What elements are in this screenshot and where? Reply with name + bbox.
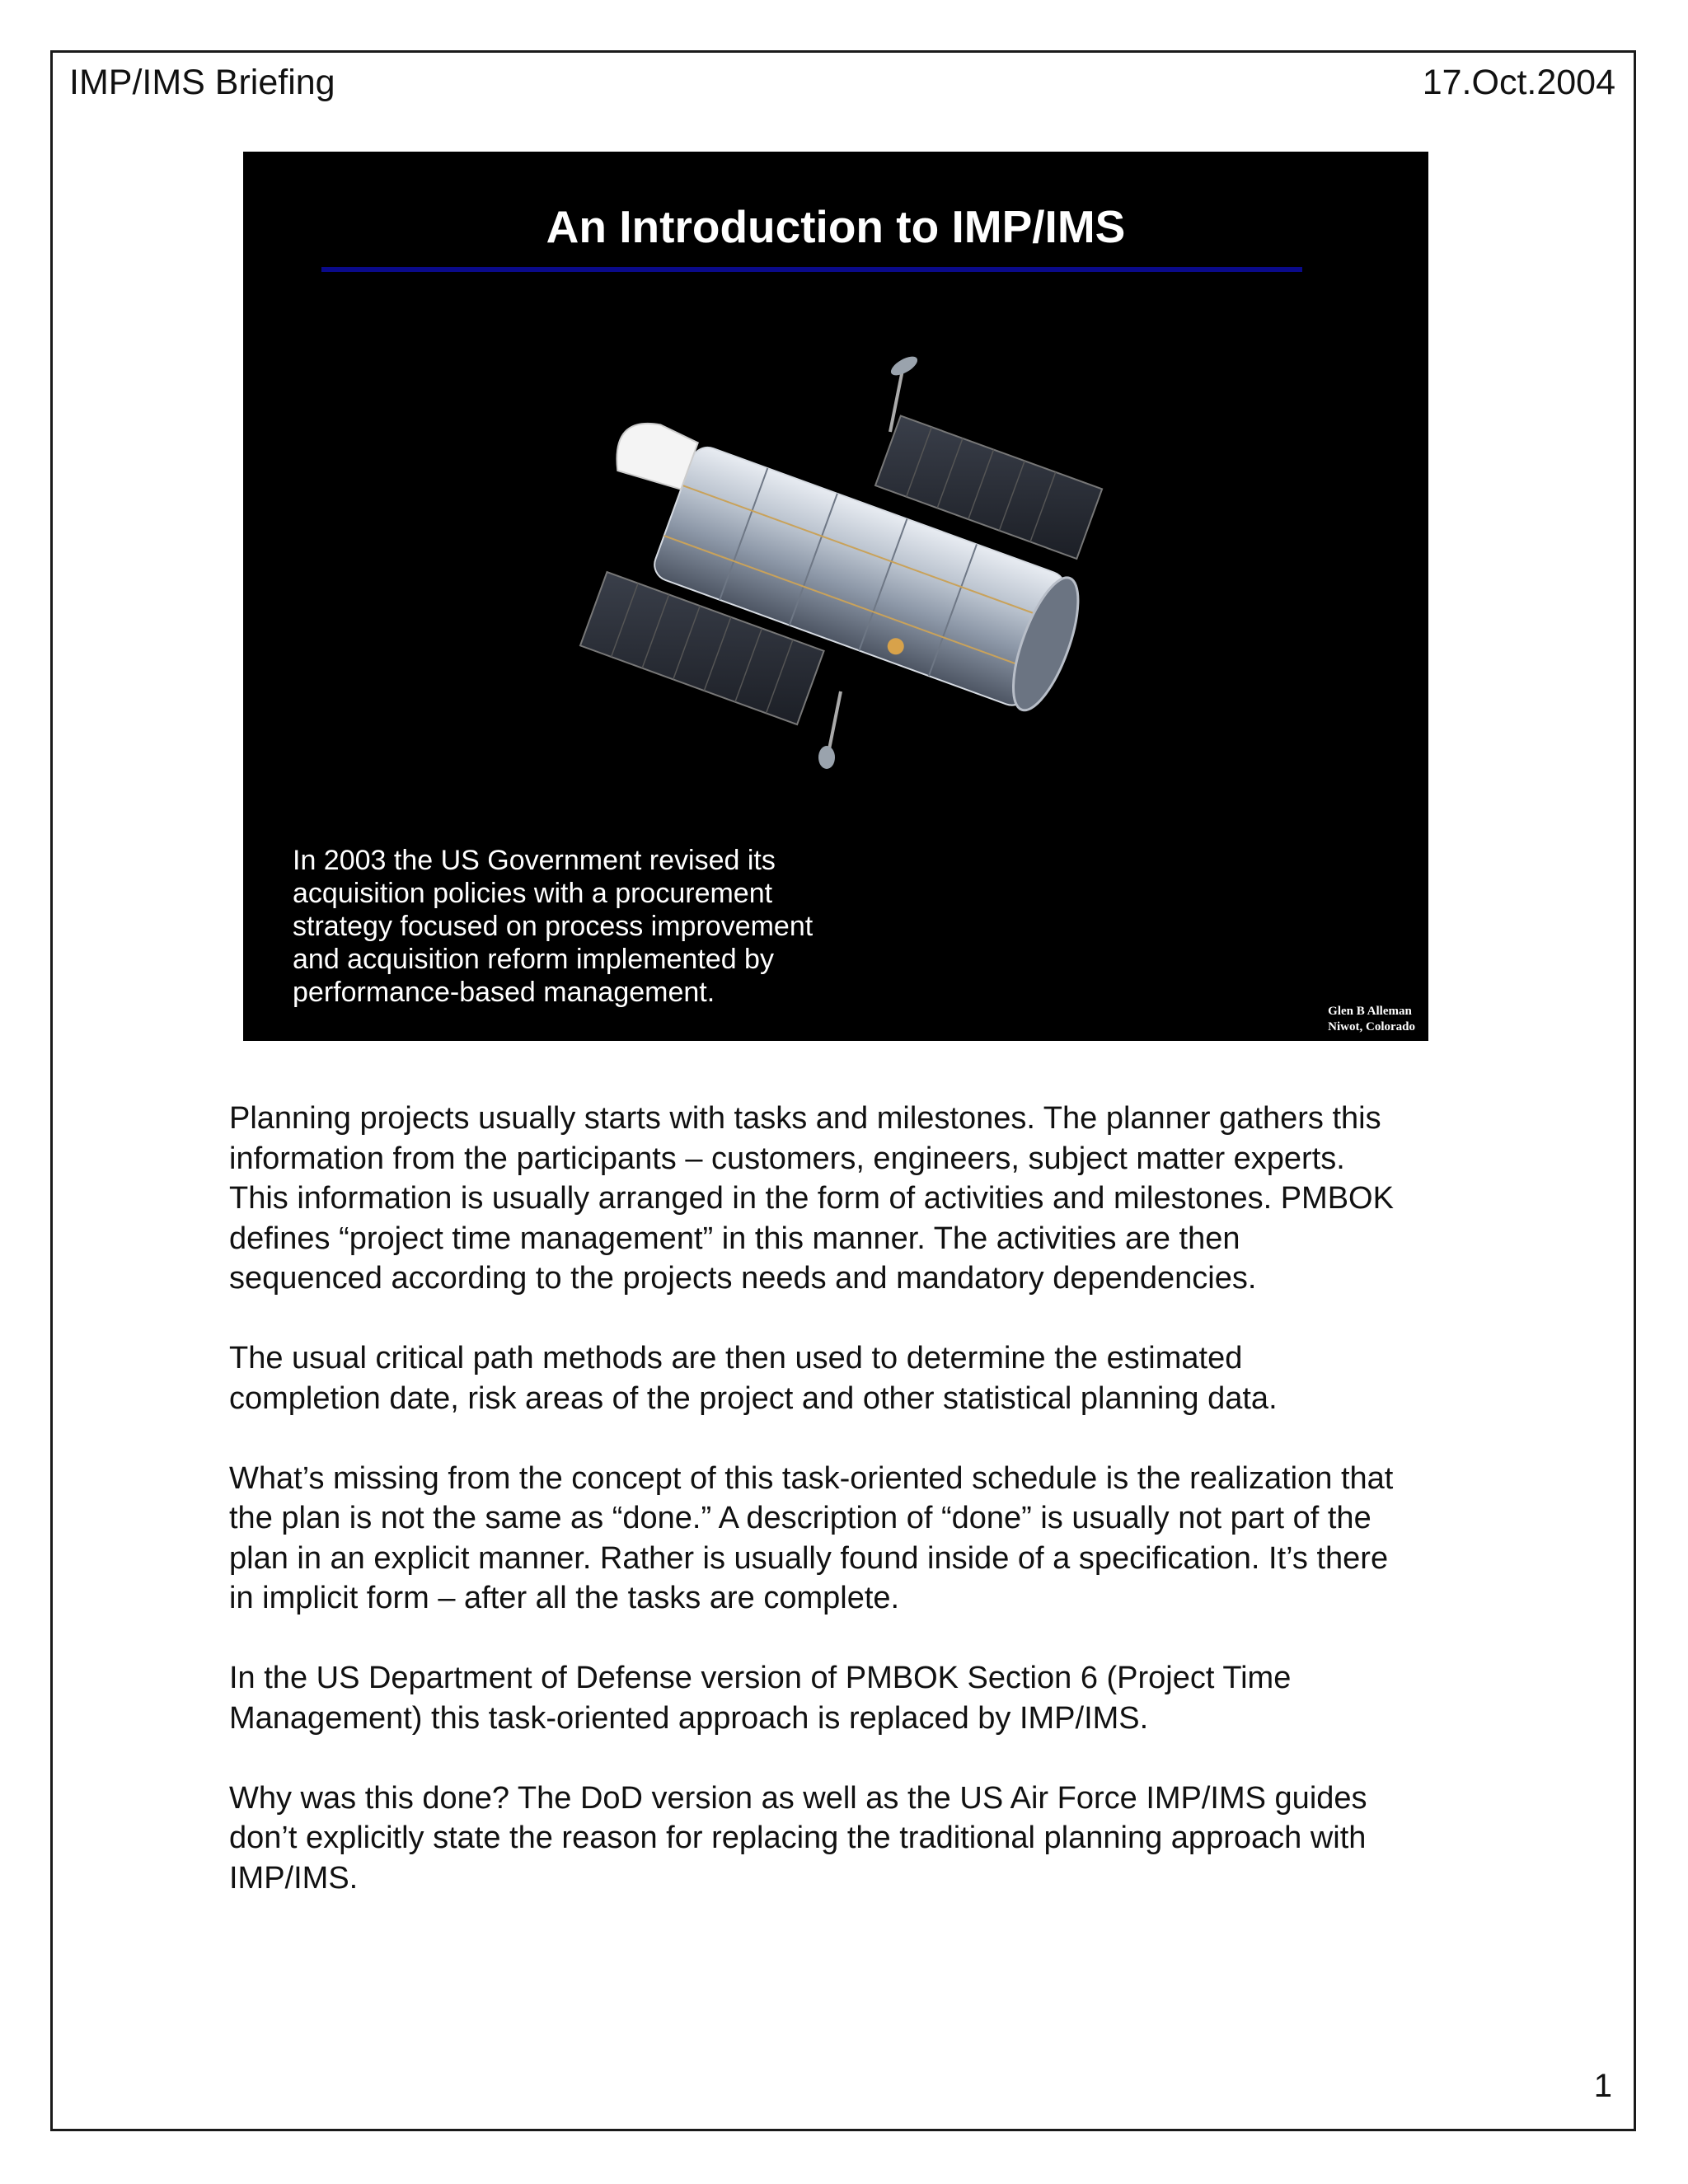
slide-title: An Introduction to IMP/IMS bbox=[546, 201, 1126, 252]
credit-name: Glen B Alleman bbox=[1328, 1005, 1412, 1018]
slide-caption bbox=[293, 844, 870, 1009]
text-line: completion date, risk areas of the project and other statistical planning data. bbox=[229, 1380, 1278, 1416]
caption-line: performance-based management. bbox=[293, 977, 715, 1008]
text-line: This information is usually arranged in the form of activities and milestones. PMBOK bbox=[229, 1181, 1394, 1216]
caption-line: strategy focused on process improvement bbox=[293, 911, 814, 942]
text-line: Planning projects usually starts with tasks and milestones. The planner gathers this bbox=[229, 1101, 1381, 1136]
slide-image bbox=[243, 152, 1428, 1041]
slide-credit bbox=[1328, 1004, 1415, 1035]
caption-line: In 2003 the US Government revised its bbox=[293, 845, 776, 876]
text-line: The usual critical path methods are then used to determine the estimated bbox=[229, 1341, 1243, 1376]
header-title: IMP/IMS Briefing bbox=[69, 63, 335, 102]
text-line: the plan is not the same as “done.” A description of “done” is usually not part of the bbox=[229, 1501, 1372, 1535]
paragraph-planning bbox=[229, 1099, 1482, 1299]
header-date: 17.Oct.2004 bbox=[1422, 63, 1615, 102]
credit-location: Niwot, Colorado bbox=[1328, 1020, 1415, 1033]
body-text bbox=[229, 1099, 1482, 1938]
text-line: defines “project time management” in this manner. The activities are then bbox=[229, 1221, 1240, 1256]
text-line: information from the participants – customers, engineers, subject matter experts. bbox=[229, 1141, 1345, 1176]
title-underline bbox=[321, 267, 1302, 272]
text-line: sequenced according to the projects needs and mandatory dependencies. bbox=[229, 1261, 1257, 1296]
paragraph-critical-path bbox=[229, 1338, 1482, 1418]
text-line: Why was this done? The DoD version as well as the US Air Force IMP/IMS guides bbox=[229, 1780, 1367, 1816]
paragraph-why bbox=[229, 1779, 1482, 1899]
caption-line: acquisition policies with a procurement bbox=[293, 878, 773, 909]
text-line: In the US Department of Defense version of PMBOK Section 6 (Project Time bbox=[229, 1661, 1292, 1695]
page-number: 1 bbox=[1593, 2068, 1612, 2104]
paragraph-dod bbox=[229, 1658, 1482, 1738]
text-line: Management) this task-oriented approach is replaced by IMP/IMS. bbox=[229, 1700, 1149, 1736]
caption-line: and acquisition reform implemented by bbox=[293, 944, 774, 975]
text-line: IMP/IMS. bbox=[229, 1860, 359, 1896]
paragraph-done bbox=[229, 1459, 1482, 1619]
text-line: plan in an explicit manner. Rather is usually found inside of a specification. It’s there bbox=[229, 1540, 1389, 1576]
text-line: in implicit form – after all the tasks are complete. bbox=[229, 1581, 900, 1615]
hubble-telescope-illustration bbox=[523, 337, 1150, 823]
text-line: What’s missing from the concept of this task-oriented schedule is the realization that bbox=[229, 1460, 1394, 1496]
text-line: don’t explicitly state the reason for replacing the traditional planning approach with bbox=[229, 1821, 1367, 1855]
